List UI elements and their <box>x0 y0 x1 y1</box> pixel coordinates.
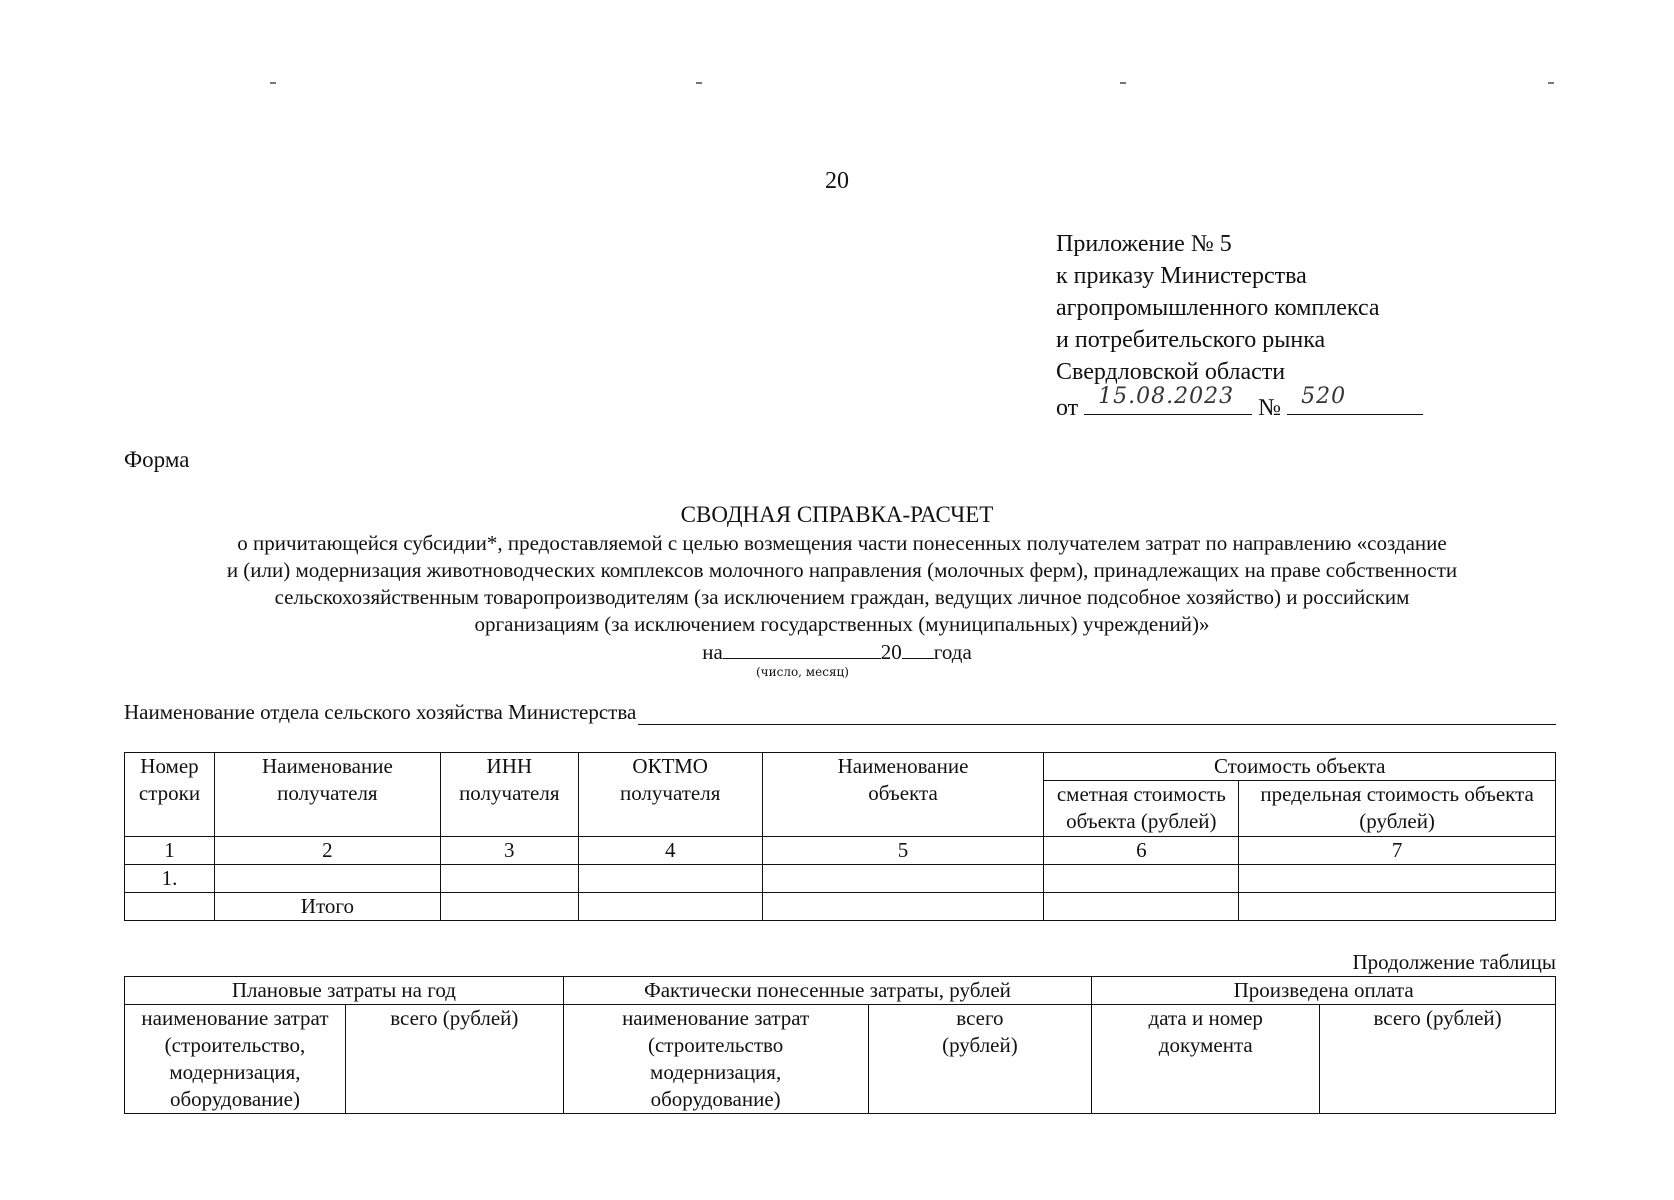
date-hint: (число, месяц) <box>756 665 849 679</box>
page-number: 20 <box>825 168 849 194</box>
header-object-name <box>762 753 1044 837</box>
document-subtitle <box>124 530 1560 638</box>
date-line-century: 20 <box>880 640 902 664</box>
header-text: модернизация, <box>169 1060 301 1084</box>
header-planned-cost-name <box>125 1005 346 1114</box>
header-inn <box>440 753 578 837</box>
header-text: строки <box>138 781 201 805</box>
header-actual-cost-name <box>563 1005 868 1114</box>
header-text: документа <box>1158 1033 1253 1057</box>
header-text: оборудование) <box>169 1087 300 1111</box>
header-oktmo <box>578 753 762 837</box>
header-text: оборудование) <box>650 1087 781 1111</box>
table-cell <box>440 865 578 893</box>
appendix-line: Приложение № 5 <box>1056 231 1232 257</box>
table-cell <box>578 893 762 921</box>
header-payment-document <box>1092 1005 1320 1114</box>
form-label: Форма <box>124 447 190 472</box>
appendix-line: и потребительского рынка <box>1056 327 1326 353</box>
table-cell <box>440 893 578 921</box>
scan-speck <box>1120 82 1126 84</box>
header-cost-group: Стоимость объекта <box>1044 753 1556 781</box>
table-cell: 1. <box>125 865 215 893</box>
header-text: получателя <box>277 781 378 805</box>
scan-speck <box>696 82 702 84</box>
scan-speck <box>270 82 276 84</box>
group-payment-made: Произведена оплата <box>1092 977 1556 1005</box>
total-label: Итого <box>214 893 440 921</box>
subtitle-line: и (или) модернизация животноводческих комплексов молочного направления (молочных ферм), принадлежащих на праве собственности <box>226 558 1458 582</box>
header-estimated-cost <box>1044 781 1239 837</box>
column-numbers-row <box>125 837 1556 865</box>
column-number: 3 <box>440 837 578 865</box>
appendix-block <box>1056 228 1423 424</box>
group-planned-costs: Плановые затраты на год <box>125 977 564 1005</box>
table-cell <box>762 893 1044 921</box>
header-text: всего (рублей) <box>390 1006 519 1030</box>
order-date-handwritten: 15.08.2023 <box>1098 384 1235 409</box>
subtitle-line: сельскохозяйственным товаропроизводителям (за исключением граждан, ведущих личное подсобное хозяйство) и российским <box>274 585 1410 609</box>
order-number-field <box>1287 384 1423 415</box>
table-continuation-label: Продолжение таблицы <box>1352 950 1556 974</box>
department-blank <box>638 704 1556 725</box>
table-cell <box>125 893 215 921</box>
table-row <box>125 865 1556 893</box>
header-recipient-name <box>214 753 440 837</box>
order-date-field <box>1084 384 1252 415</box>
header-actual-total <box>868 1005 1092 1114</box>
header-text: ОКТМО <box>632 754 708 778</box>
header-text: получателя <box>619 781 721 805</box>
header-text: получателя <box>459 781 560 805</box>
table-cell <box>214 865 440 893</box>
column-number: 6 <box>1044 837 1239 865</box>
table-cell <box>1044 865 1239 893</box>
header-planned-total <box>345 1005 563 1114</box>
header-text: Номер <box>140 754 199 778</box>
column-number: 1 <box>125 837 215 865</box>
group-actual-costs: Фактически понесенные затраты, рублей <box>563 977 1092 1005</box>
report-date-line <box>0 638 1674 665</box>
date-line-suffix: года <box>933 640 972 664</box>
header-text: сметная стоимость <box>1056 782 1226 806</box>
table-cell <box>1044 893 1239 921</box>
table-cell <box>1239 893 1556 921</box>
column-number: 7 <box>1239 837 1556 865</box>
header-payment-total <box>1320 1005 1556 1114</box>
header-text: наименование затрат <box>141 1006 329 1030</box>
header-text: ИНН <box>486 754 533 778</box>
header-text: Наименование <box>837 754 969 778</box>
date-prefix: от <box>1056 395 1079 421</box>
document-title: СВОДНАЯ СПРАВКА-РАСЧЕТ <box>680 502 994 527</box>
continuation-table <box>124 976 1556 1114</box>
header-text: (строительство <box>647 1033 784 1057</box>
department-label: Наименование отдела сельского хозяйства Министерства <box>124 700 637 724</box>
order-number-handwritten: 520 <box>1301 384 1347 409</box>
scan-speck <box>1548 82 1554 84</box>
subtitle-line: организациям (за исключением государственных (муниципальных) учреждений)» <box>474 612 1210 636</box>
header-max-cost <box>1239 781 1556 837</box>
header-text: (рублей) <box>1359 809 1435 833</box>
header-text: объекта <box>868 781 938 805</box>
appendix-date-line <box>1056 384 1423 424</box>
appendix-line: к приказу Министерства <box>1056 263 1307 289</box>
header-row-number <box>125 753 215 837</box>
header-text: предельная стоимость объекта <box>1260 782 1534 806</box>
column-number: 2 <box>214 837 440 865</box>
table-cell <box>762 865 1044 893</box>
header-text: объекта (рублей) <box>1066 809 1217 833</box>
subtitle-line: о причитающейся субсидии*, предоставляемой с целью возмещения части понесенных получателем затрат по направлению «создание <box>237 531 1447 555</box>
column-number: 5 <box>762 837 1044 865</box>
header-text: (рублей) <box>942 1033 1018 1057</box>
table-cell <box>578 865 762 893</box>
header-text: (строительство, <box>164 1033 306 1057</box>
header-text: модернизация, <box>650 1060 782 1084</box>
main-table <box>124 752 1556 921</box>
appendix-line: Свердловской области <box>1056 359 1286 385</box>
header-text: наименование затрат <box>622 1006 810 1030</box>
header-text: дата и номер <box>1148 1006 1263 1030</box>
column-number: 4 <box>578 837 762 865</box>
header-text: Наименование <box>261 754 393 778</box>
header-text: всего <box>956 1006 1004 1030</box>
date-line-prefix: на <box>702 640 723 664</box>
total-row <box>125 893 1556 921</box>
date-day-month-blank <box>723 638 881 659</box>
table-cell <box>1239 865 1556 893</box>
number-label: № <box>1258 395 1282 421</box>
department-line <box>124 700 1556 725</box>
appendix-line: агропромышленного комплекса <box>1056 295 1380 321</box>
date-year-blank <box>902 638 934 659</box>
header-text: всего (рублей) <box>1373 1006 1502 1030</box>
